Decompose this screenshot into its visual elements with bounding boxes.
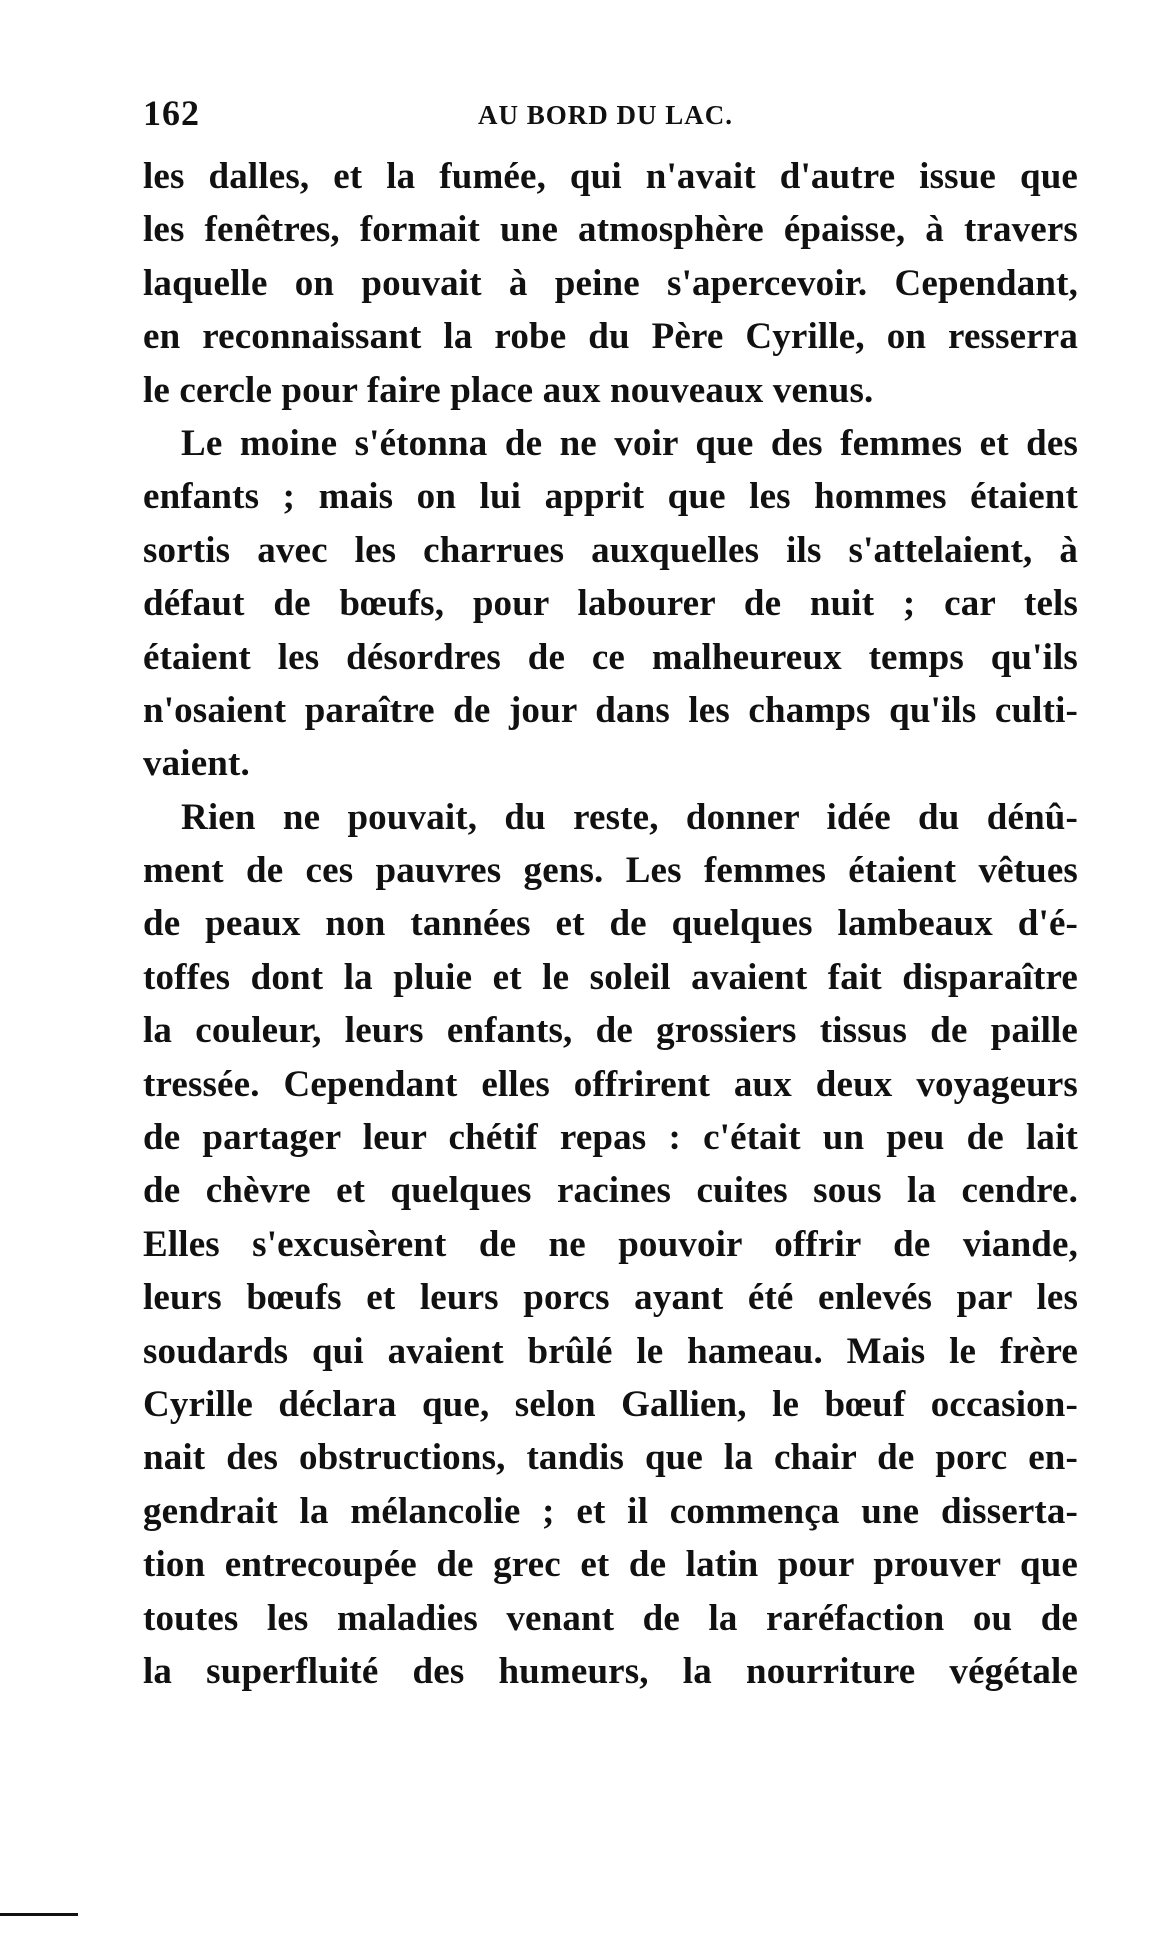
text-line: toutes les maladies venant de la raréfaction ou de [143,1597,1078,1639]
text-line: la couleur, leurs enfants, de grossiers tissus de paille [143,1010,1078,1052]
text-line: les dalles, et la fumée, qui n'avait d'autre issue que [143,156,1078,197]
text-line: le cercle pour faire place aux nouveaux venus. [143,369,874,411]
text-line: de chèvre et quelques racines cuites sous la cendre. [143,1170,1078,1212]
text-line: toffes dont la pluie et le soleil avaient fait disparaître [143,956,1078,998]
text-line: leurs bœufs et leurs porcs ayant été enlevés par les [143,1277,1078,1319]
text-line: tressée. Cependant elles offrirent aux deux voyageurs [143,1063,1078,1105]
text-line: étaient les désordres de ce malheureux temps qu'ils [143,636,1078,678]
page-number: 162 [143,93,200,133]
paragraph-first-line: Rien ne pouvait, du reste, donner idée du dénû- [181,796,1078,838]
corner-rule [0,1913,78,1916]
text-line: nait des obstructions, tandis que la chair de porc en- [143,1437,1078,1479]
text-line: gendrait la mélancolie ; et il commença une disserta- [143,1490,1078,1532]
text-line: de peaux non tannées et de quelques lambeaux d'é- [143,903,1078,945]
text-line: soudards qui avaient brûlé le hameau. Mais le frère [143,1330,1078,1372]
text-line: Cyrille déclara que, selon Gallien, le bœuf occasion- [143,1383,1078,1425]
text-line: la superfluité des humeurs, la nourriture végétale [143,1650,1078,1692]
text-line: les fenêtres, formait une atmosphère épaisse, à travers [143,209,1078,251]
page-header [143,92,1078,142]
text-line: laquelle on pouvait à peine s'apercevoir. Cependant, [143,262,1078,304]
body-text [143,150,1078,1698]
text-line: vaient. [143,743,250,785]
text-line: ment de ces pauvres gens. Les femmes étaient vêtues [143,850,1078,892]
running-title: AU BORD DU LAC. [478,100,734,130]
paragraph-first-line: Le moine s'étonna de ne voir que des femmes et des [181,422,1078,464]
text-line: sortis avec les charrues auxquelles ils s'attelaient, à [143,529,1078,571]
text-line: défaut de bœufs, pour labourer de nuit ; car tels [143,583,1078,625]
text-line: n'osaient paraître de jour dans les champs qu'ils culti- [143,689,1078,731]
text-line: Elles s'excusèrent de ne pouvoir offrir de viande, [143,1223,1078,1265]
text-line: en reconnaissant la robe du Père Cyrille, on resserra [143,316,1078,358]
text-line: tion entrecoupée de grec et de latin pour prouver que [143,1544,1078,1586]
text-line: enfants ; mais on lui apprit que les hommes étaient [143,476,1078,518]
text-line: de partager leur chétif repas : c'était un peu de lait [143,1117,1078,1159]
